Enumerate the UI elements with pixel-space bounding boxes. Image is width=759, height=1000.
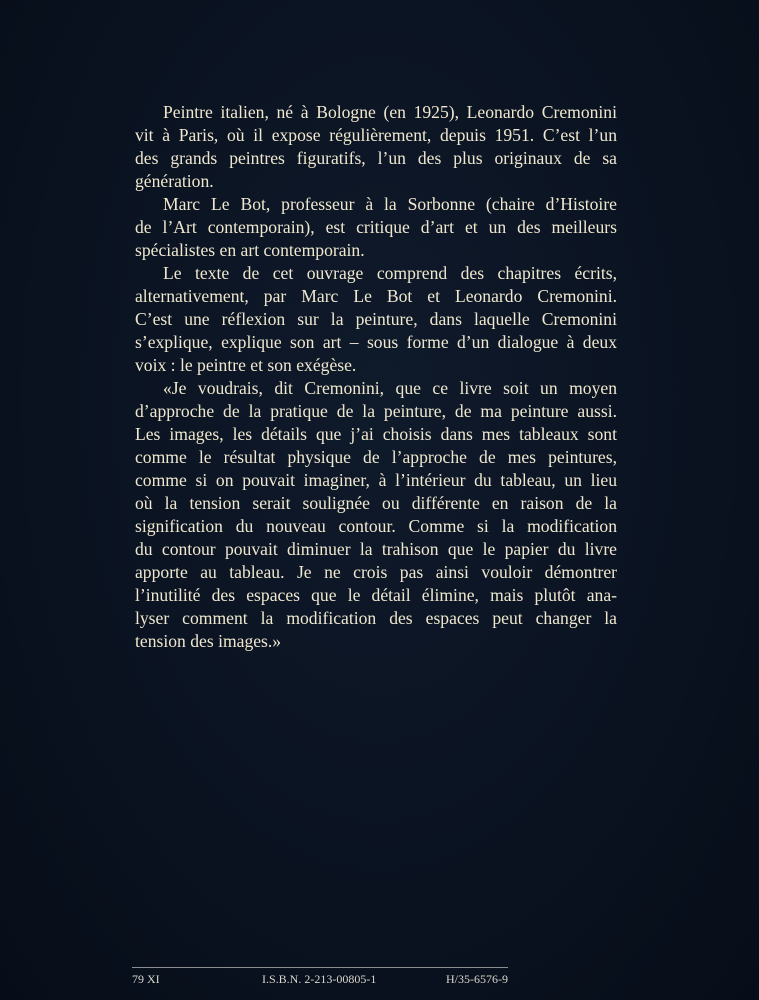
- text-line: où la tension serait soulignée ou différente en raison de la: [135, 493, 617, 513]
- text-line: génération.: [135, 171, 214, 191]
- reference-number: H/35-6576-9: [446, 972, 508, 986]
- text-line: comme le résultat physique de l’approche de mes peintures,: [135, 447, 617, 467]
- text-line: alternativement, par Marc Le Bot et Leonardo Cremonini.: [135, 286, 617, 306]
- text-line: d’approche de la pratique de la peinture, de ma peinture aussi.: [135, 401, 617, 421]
- text-line: «Je voudrais, dit Cremonini, que ce livre soit un moyen: [163, 378, 617, 398]
- paragraph: [135, 193, 617, 262]
- back-cover-text: [135, 101, 617, 653]
- text-line: C’est une réflexion sur la peinture, dans laquelle Cremonini: [135, 309, 617, 329]
- text-line: tension des images.»: [135, 631, 282, 651]
- paragraph: [135, 101, 617, 193]
- text-line: vit à Paris, où il expose régulièrement, depuis 1951. C’est l’un: [135, 125, 617, 145]
- isbn: I.S.B.N. 2-213-00805-1: [262, 972, 377, 986]
- paragraph: [135, 262, 617, 377]
- text-line: apporte au tableau. Je ne crois pas ainsi vouloir démontrer: [135, 562, 617, 582]
- text-line: s’explique, explique son art – sous forme d’un dialogue à deux: [135, 332, 617, 352]
- footer: [132, 967, 508, 988]
- text-line: Le texte de cet ouvrage comprend des chapitres écrits,: [163, 263, 617, 283]
- text-line: voix : le peintre et son exégèse.: [135, 355, 357, 375]
- text-line: Marc Le Bot, professeur à la Sorbonne (chaire d’Histoire: [163, 194, 617, 214]
- print-code: 79 XI: [132, 972, 160, 986]
- text-line: Peintre italien, né à Bologne (en 1925), Leonardo Cremonini: [163, 102, 617, 122]
- text-line: lyser comment la modification des espaces peut changer la: [135, 608, 617, 628]
- text-line: l’inutilité des espaces que le détail élimine, mais plutôt ana-: [135, 585, 617, 605]
- text-line: de l’Art contemporain), est critique d’art et un des meilleurs: [135, 217, 617, 237]
- text-line: Les images, les détails que j’ai choisis dans mes tableaux sont: [135, 424, 617, 444]
- paragraph: [135, 377, 617, 653]
- text-line: spécialistes en art contemporain.: [135, 240, 365, 260]
- text-line: des grands peintres figuratifs, l’un des plus originaux de sa: [135, 148, 617, 168]
- text-line: du contour pouvait diminuer la trahison que le papier du livre: [135, 539, 617, 559]
- text-line: signification du nouveau contour. Comme si la modification: [135, 516, 617, 536]
- text-line: comme si on pouvait imaginer, à l’intérieur du tableau, un lieu: [135, 470, 617, 490]
